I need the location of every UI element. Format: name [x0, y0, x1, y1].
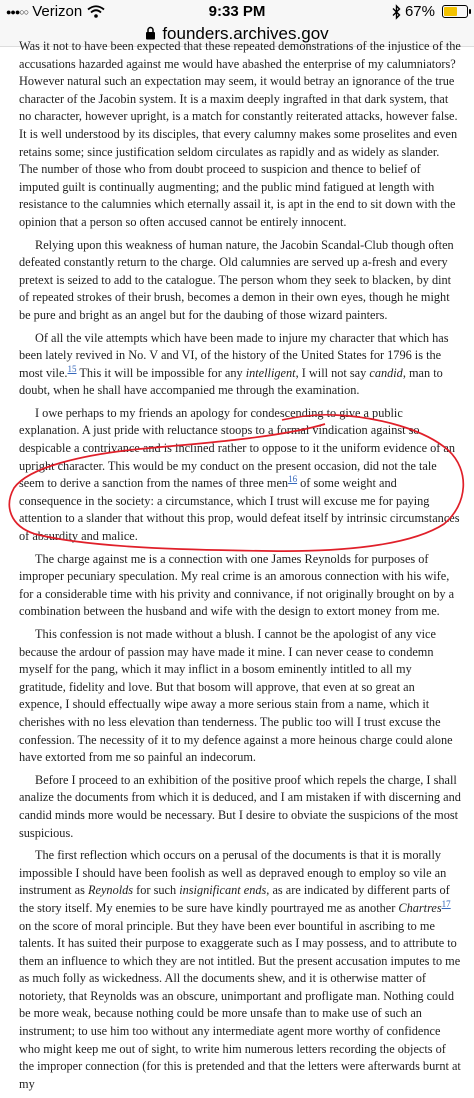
italic-text: candid: [369, 365, 403, 380]
paragraph-text: for such: [133, 883, 180, 898]
clock: 9:33 PM: [208, 3, 266, 20]
paragraph-text: I owe perhaps to my friends an apology for condescending to give a public explanation. A just pride with reluctance stoops to a formal vindication against so despicable a contrivance and is inclined rather to oppose to it the uniform evidence of an upright character. This would be my conduct on the present occasion, did not the tale seem to derive a sanction from the names of three men: [19, 405, 456, 491]
battery-percent: 67%: [404, 3, 435, 20]
battery-icon: [442, 5, 468, 18]
carrier-label: Verizon: [32, 3, 83, 20]
paragraph-text: , man to doubt, when he shall have accompanied me through the examination.: [19, 365, 443, 398]
url-text: founders.archives.gov: [162, 24, 329, 43]
paragraph-text: This it will be impossible for any: [76, 365, 246, 380]
italic-text: insignificant ends: [179, 883, 267, 898]
document-text: [19, 38, 461, 1098]
paragraph-text: , I will not say: [295, 365, 370, 380]
signal-icon: ●●●○○: [6, 6, 29, 17]
paragraph-text: on the score of moral principle. But they have been ever bountiful in ascribing to me talents. It has suited their purpose to exaggerate such as I may possess, and to attribute to them an influence to which they are not intitled. But the present accusation imputes to me as much folly as wickedness. All the documents shew, and it is otherwise matter of notoriety, that Reynolds was an obscure, unimportant and profligate man. Nothing could be more weak, because nothing could be more unsafe than to make use of such an instrument; to use him too without any intermediate agent more worthy of confidence who might keep me out of sight, to write him numerous letters recording the objects of the improper connection (for this is pretended and that the letters were afterwards burnt at my: [19, 918, 461, 1091]
paragraph-text: The first reflection which occurs on a perusal of the documents is that it is morally impossible I should have been foolish as well as depraved enough to employ so vile an instrument as: [19, 848, 447, 898]
paragraph: [19, 38, 461, 232]
paragraph-text: Of all the vile attempts which have been made to injure my character that which has been lately revived in No. V and VI, of the history of the United States for 1796 is the most vile.: [19, 330, 449, 380]
page-content: [0, 38, 474, 1091]
status-bar: [0, 0, 474, 24]
paragraph-text: , as are indicated by different parts of the story itself. My enemies to be sure have kindly pourtrayed me as another: [19, 883, 450, 915]
italic-text: intelligent: [245, 365, 296, 380]
footnote-link[interactable]: 16: [288, 474, 298, 485]
paragraph-text: Before I proceed to an exhibition of the positive proof which repels the charge, I shall analize the documents from which it is deduced, and I am mistaken if with discerning and candid minds more would be necessary. But I desire to obviate the suspicions of the most suspicious.: [19, 772, 461, 840]
italic-text: Chartres: [398, 900, 442, 915]
paragraph: [19, 237, 461, 325]
paragraph-text: of some weight and consequence in the society: a circumstance, which I trust will excuse me for paying attention to a slander that without this prop, would defeat itself by intrinsic circumstances of absurdity and malice.: [19, 476, 460, 544]
footnote-link[interactable]: 15: [67, 363, 77, 374]
paragraph: [19, 772, 461, 842]
paragraph-text: The charge against me is a connection with one James Reynolds for purposes of improper pecuniary speculation. My real crime is an amorous connection with his wife, for a considerable time with his privity and connivance, if not originally brought on by a combination between the husband and wife with the design to extort money from me.: [19, 551, 455, 619]
paragraph-text: This confession is not made without a blush. I cannot be the apologist of any vice because the ardour of passion may have made it mine. I can never cease to condemn myself for the pang, which it may inflict in a bosom eminently intitled to all my gratitude, fidelity and love. But that bosom will approve, that even at so great an expence, I should effectually wipe away a more serious stain from a name, which it cherishes with no less elevation than tenderness. The public too will I trust excuse the confession. The necessity of it to my defence against a more heinous charge could alone have extorted from me so painful an indecorum.: [19, 627, 453, 765]
paragraph: [19, 330, 461, 400]
bluetooth-icon: [392, 5, 401, 19]
footnote-link[interactable]: 17: [441, 898, 451, 909]
paragraph-text: Was it not to have been expected that these repeated demonstrations of the injustice of the accusations hazarded against me would have abashed the enterprise of my calumniators? However natural such an expectation may seem, it would betray an ignorance of the true character of the Jacobin system. It is a maxim deeply ingrafted in that dark system, that no character, however upright, is a match for constantly reiterated attacks, however false. It is well understood by its disciples, that every calumny makes some proselites and even retains some; since justification seldom circulates as rapidly and as widely as slander. The number of those who from doubt proceed to suspicion and thence to belief of imputed guilt is continually augmenting; and the public mind fatigued at length with resistance to the calumnies which eternally assail it, is apt in the end to sit down with the opinion that a person so often accused cannot be entirely innocent.: [19, 39, 461, 229]
paragraph: [19, 847, 461, 1093]
paragraph: [19, 405, 461, 546]
paragraph: [19, 551, 461, 621]
paragraph-text: Relying upon this weakness of human nature, the Jacobin Scandal-Club though often defeated constantly return to the charge. Old calumnies are served up a-fresh and every pretext is seized to add to the catalogue. The person whom they seek to blacken, by dint of repeated strokes of their brush, becomes a demon in their own eyes, though he might be pure and bright as an angel but for the daubing of those wizard painters.: [19, 237, 454, 322]
status-right: [392, 3, 468, 20]
italic-text: Reynolds: [88, 883, 134, 898]
paragraph: [19, 626, 461, 767]
